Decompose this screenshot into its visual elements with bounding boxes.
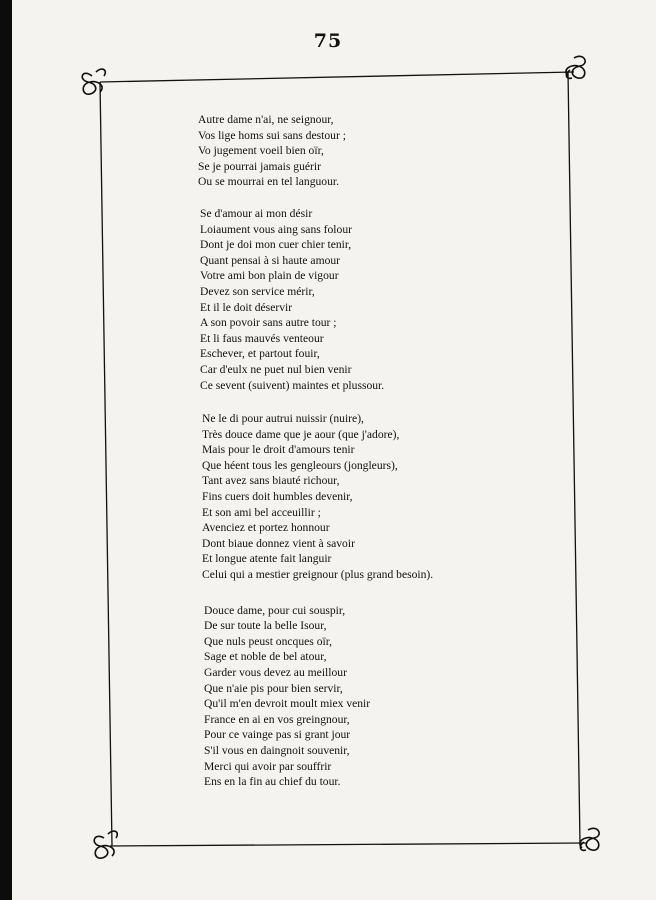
verse-line: Très douce dame que je aour (que j'adore), bbox=[202, 427, 400, 441]
verse-line: Qu'il m'en devroit moult miex venir bbox=[204, 697, 371, 711]
verse-line: Et li faus mauvés venteour bbox=[200, 331, 324, 345]
verse-line: Que n'aie pis pour bien servir, bbox=[204, 681, 343, 695]
verse-line: Que héent tous les gengleours (jongleurs), bbox=[202, 458, 398, 472]
verse-line: Pour ce vainge pas si grant jour bbox=[204, 728, 351, 742]
verse-line: A son povoir sans autre tour ; bbox=[200, 316, 337, 330]
verse-line: Douce dame, pour cui souspir, bbox=[204, 603, 346, 617]
verse-line: Tant avez sans biauté richour, bbox=[202, 474, 340, 488]
verse-line: Et il le doit déservir bbox=[200, 300, 293, 314]
verse-line: Ne le di pour autrui nuissir (nuire), bbox=[202, 412, 364, 426]
verse-line: Merci qui avoir par souffrir bbox=[204, 759, 332, 773]
verse-line: Eschever, et partout fouir, bbox=[200, 347, 320, 361]
verse-line: Devez son service mérir, bbox=[200, 284, 315, 298]
verse-line: Sage et noble de bel atour, bbox=[204, 650, 327, 664]
verse-line: Avenciez et portez honnour bbox=[202, 521, 330, 535]
poem-body bbox=[198, 112, 528, 790]
stanza-4 bbox=[204, 603, 528, 790]
verse-line: Et son ami bel acceuillir ; bbox=[202, 505, 321, 519]
verse-line: S'il vous en daingnoit souvenir, bbox=[204, 743, 350, 757]
verse-line: Dont biaue donnez vient à savoir bbox=[202, 536, 355, 550]
verse-line: France en ai en vos greingnour, bbox=[204, 712, 350, 726]
verse-line: Ens en la fin au chief du tour. bbox=[204, 775, 341, 789]
ornament-bottom-right bbox=[580, 828, 599, 850]
verse-line: Fins cuers doit humbles devenir, bbox=[202, 490, 353, 504]
ornament-top-right bbox=[566, 56, 585, 78]
verse-line: Celui qui a mestier greignour (plus grand besoin). bbox=[202, 568, 434, 582]
verse-line: Car d'eulx ne puet nul bien venir bbox=[200, 362, 352, 376]
verse-line: Vos lige homs sui sans destour ; bbox=[198, 128, 346, 142]
frame-top-rule bbox=[100, 72, 574, 82]
verse-line: Mais pour le droit d'amours tenir bbox=[202, 443, 355, 457]
verse-line: Dont je doi mon cuer chier tenir, bbox=[200, 238, 352, 252]
verse-line: Et longue atente fait languir bbox=[202, 552, 332, 566]
verse-line: Se d'amour ai mon désir bbox=[200, 206, 313, 220]
stanza-3 bbox=[202, 411, 528, 583]
verse-line: Quant pensai à si haute amour bbox=[200, 253, 341, 267]
verse-line: Votre ami bon plain de vigour bbox=[200, 269, 339, 283]
frame-left-rule bbox=[100, 82, 112, 846]
verse-line: Ou se mourrai en tel languour. bbox=[198, 175, 340, 189]
verse-line: Vo jugement voeil bien oïr, bbox=[198, 144, 324, 158]
verse-line: Que nuls peust oncques oïr, bbox=[204, 634, 333, 648]
stanza-2 bbox=[200, 206, 528, 393]
verse-line: Ce sevent (suivent) maintes et plussour. bbox=[200, 378, 385, 392]
ornament-bottom-left bbox=[94, 831, 117, 858]
stanza-1 bbox=[198, 112, 528, 190]
verse-line: Garder vous devez au meillour bbox=[204, 666, 347, 679]
frame-bottom-rule bbox=[110, 843, 586, 846]
verse-line: De sur toute la belle Isour, bbox=[204, 619, 327, 633]
verse-line: Loiaument vous aing sans folour bbox=[200, 222, 352, 236]
frame-right-rule bbox=[568, 72, 580, 843]
page-number: 75 bbox=[313, 30, 343, 52]
verse-line: Se je pourrai jamais guérir bbox=[198, 159, 321, 173]
verse-line: Autre dame n'ai, ne seignour, bbox=[198, 113, 334, 126]
